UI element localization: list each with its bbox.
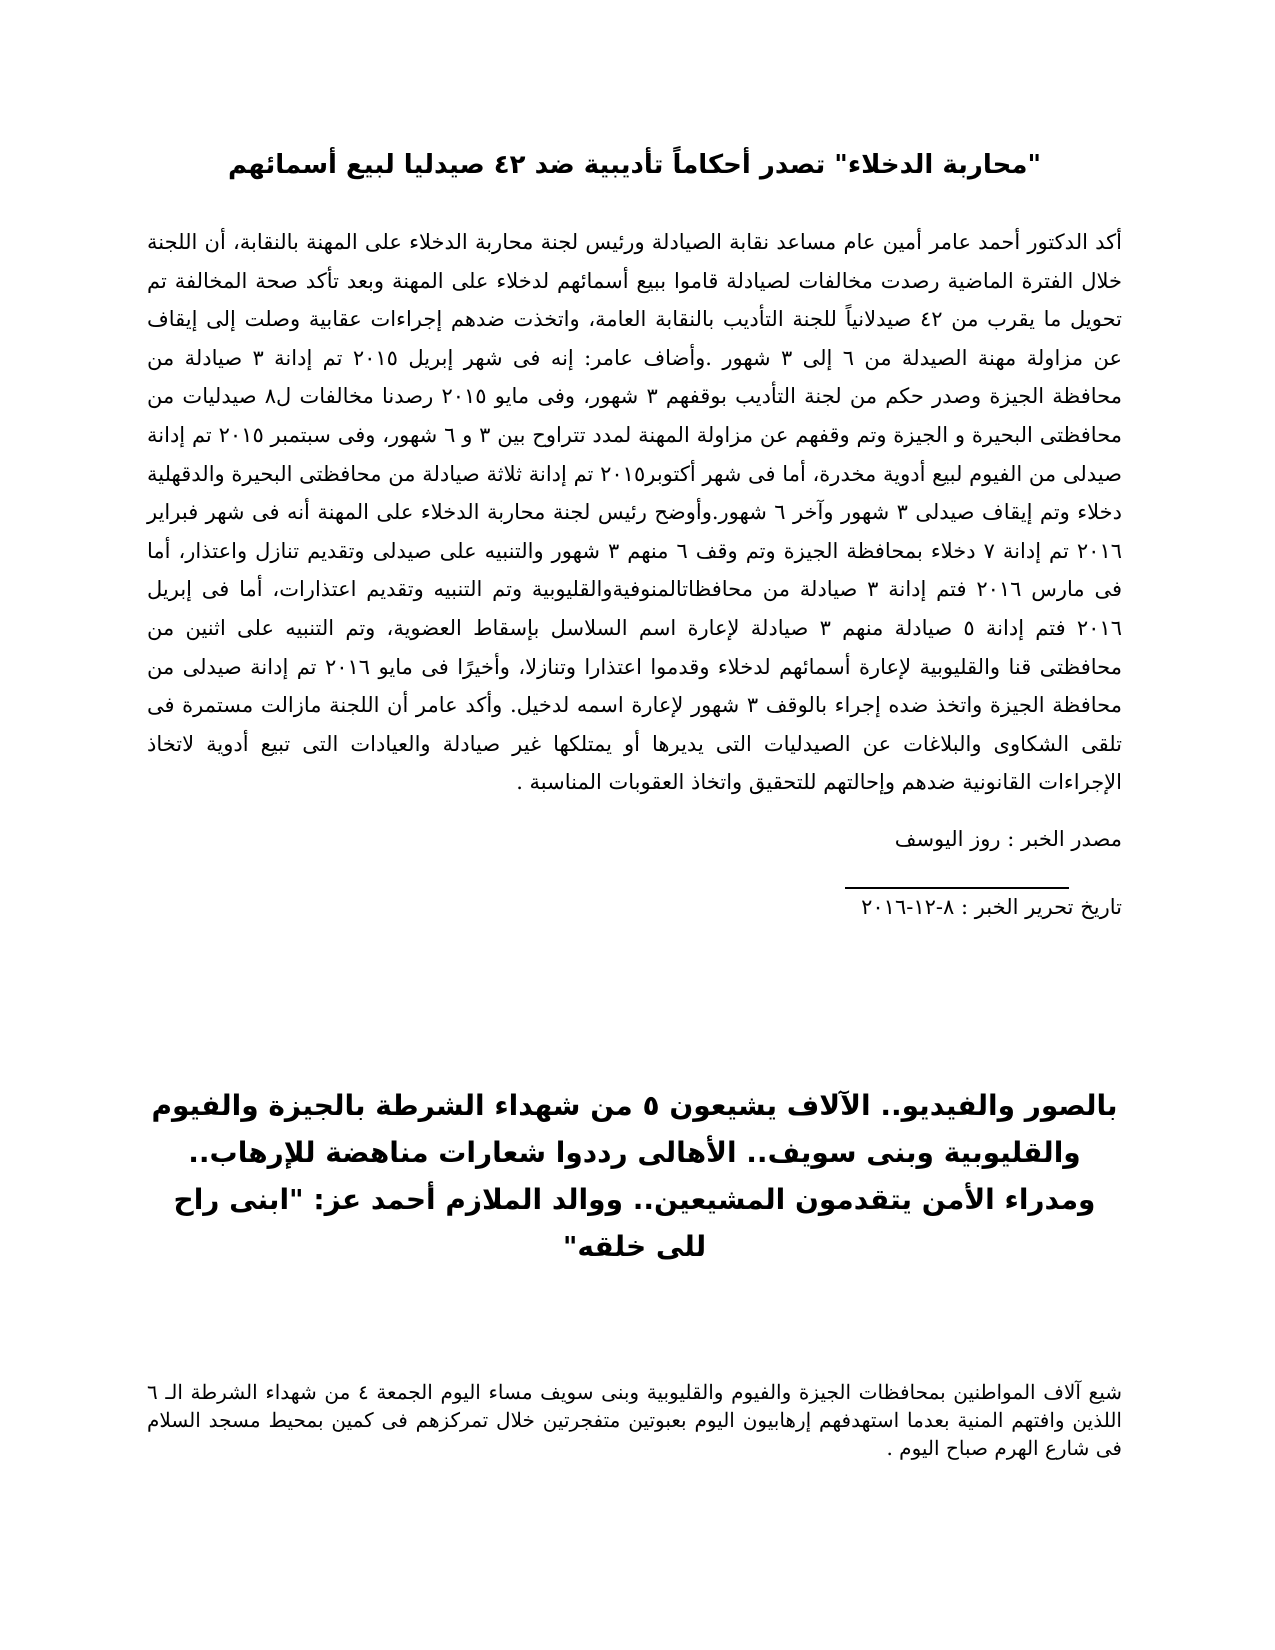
article-police-martyrs bbox=[147, 1082, 1122, 1462]
article-headline: "محاربة الدخلاء" تصدر أحكاماً تأديبية ضد ٤٢ صيدليا لبيع أسمائهم bbox=[227, 150, 1042, 180]
section-divider bbox=[845, 887, 1069, 889]
article-headline: بالصور والفيديو.. الآلاف يشيعون ٥ من شهداء الشرطة بالجيزة والفيوم والقليوبية وبنى سويف.. الأهالى رددوا شعارات مناهضة للإرهاب.. ومدراء الأمن يتقدمون المشيعين.. ووالد الملازم أحمد عز: "ابنى راح للى خلقه" bbox=[151, 1089, 1118, 1263]
article-pharmacists bbox=[147, 145, 1122, 922]
article-body: شيع آلاف المواطنين بمحافظات الجيزة والفيوم والقليوبية وبنى سويف مساء اليوم الجمعة ٤ من شهداء الشرطة الـ ٦ اللذين وافتهم المنية بعدما استهدفهم إرهابيون اليوم بعبوتين متفجرتين خلال تمركزهم فى كمين بمحيط مسجد السلام فى شارع الهرم صباح اليوم . bbox=[147, 1380, 1122, 1460]
news-date: تاريخ تحرير الخبر : ٨-١٢-٢٠١٦ bbox=[861, 894, 1122, 919]
article-body: أكد الدكتور أحمد عامر أمين عام مساعد نقابة الصيادلة ورئيس لجنة محاربة الدخلاء على المهنة بالنقابة، أن اللجنة خلال الفترة الماضية رصدت مخالفات لصيادلة قاموا ببيع أسمائهم لدخلاء على المهنة وبعد تأكد صحة المخالفة تم تحويل ما يقرب من ٤٢ صيدلانياً للجنة التأديب بالنقابة العامة، واتخذت ضدهم إجراءات عقابية وصلت إلى إيقاف عن مزاولة مهنة الصيدلة من ٦ إلى ٣ شهور .وأضاف عامر: إنه فى شهر إبريل ٢٠١٥ تم إدانة ٣ صيادلة من محافظة الجيزة وصدر حكم من لجنة التأديب بوقفهم ٣ شهور، وفى مايو ٢٠١٥ رصدنا مخالفات ل٨ صيدليات من محافظتى البحيرة و الجيزة وتم وقفهم عن مزاولة المهنة لمدد تتراوح بين ٣ و ٦ شهور، وفى سبتمبر ٢٠١٥ تم إدانة صيدلى من الفيوم لبيع أدوية مخدرة، أما فى شهر أكتوبر٢٠١٥ تم إدانة ثلاثة صيادلة من محافظتى البحيرة والدقهلية دخلاء وتم إيقاف صيدلى ٣ شهور وآخر ٦ شهور.وأوضح رئيس لجنة محاربة الدخلاء على المهنة أنه فى شهر فبراير ٢٠١٦ تم إدانة ٧ دخلاء بمحافظة الجيزة وتم وقف ٦ منهم ٣ شهور والتنبيه على صيدلى وتقديم تنازل واعتذار، أما فى مارس ٢٠١٦ فتم إدانة ٣ صيادلة من محافظاتالمنوفيةوالقليوبية وتم التنبيه وتقديم اعتذارات، أما فى إبريل ٢٠١٦ فتم إدانة ٥ صيادلة منهم ٣ صيادلة لإعارة اسم السلاسل بإسقاط العضوية، وتم التنبيه على اثنين من محافظتى قنا والقليوبية لإعارة أسمائهم لدخلاء وقدموا اعتذارا وتنازلا، وأخيرًا فى مايو ٢٠١٦ تم إدانة صيدلى من محافظة الجيزة واتخذ ضده إجراء بالوقف ٣ شهور لإعارة اسمه لدخيل. وأكد عامر أن اللجنة مازالت مستمرة فى تلقى الشكاوى والبلاغات عن الصيدليات التى يديرها أو يمتلكها غير صيادلة والعيادات التى تبيع أدوية لاتخاذ الإجراءات القانونية ضدهم وإحالتهم للتحقيق واتخاذ العقوبات المناسبة . bbox=[147, 230, 1123, 795]
news-source: مصدر الخبر : روز اليوسف bbox=[894, 826, 1122, 851]
